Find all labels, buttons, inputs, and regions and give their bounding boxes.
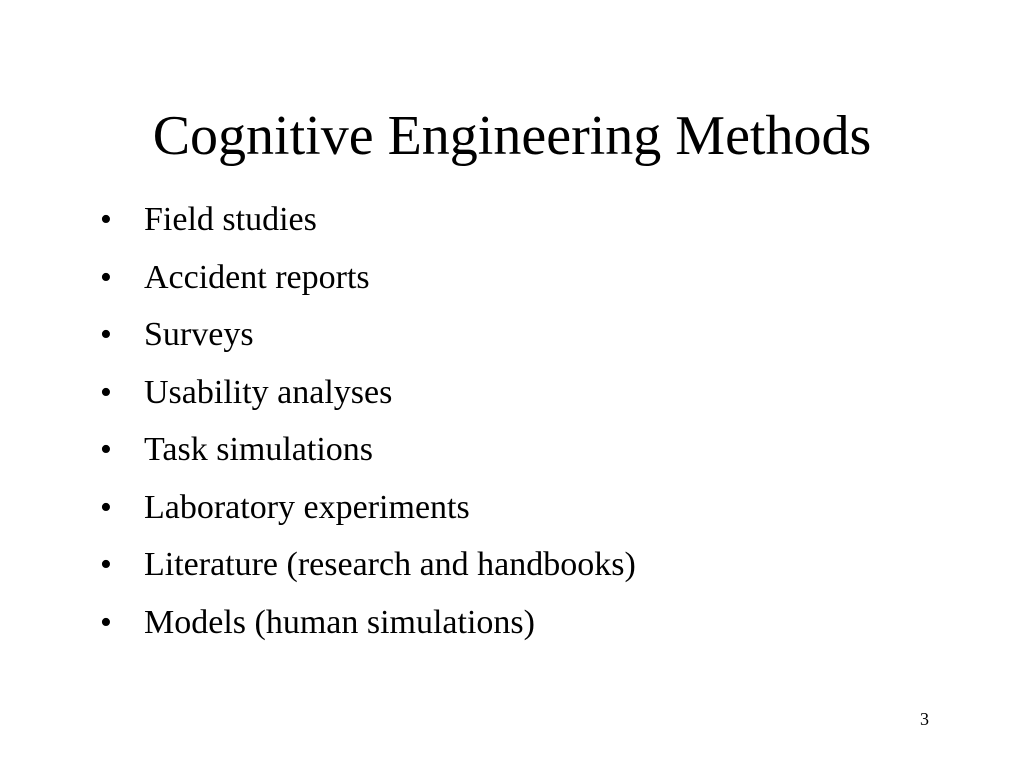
bullet-item-field-studies	[100, 191, 636, 249]
bullet-text: Laboratory experiments	[144, 488, 470, 526]
bullet-item-literature	[100, 536, 636, 594]
slide-title: Cognitive Engineering Methods	[152, 105, 872, 167]
bullet-item-laboratory-experiments	[100, 479, 636, 537]
bullet-text: Accident reports	[144, 258, 370, 296]
bullet-list	[100, 191, 636, 651]
bullet-text: Task simulations	[144, 431, 374, 468]
bullet-icon: •	[100, 373, 112, 411]
bullet-text: Surveys	[144, 316, 254, 353]
bullet-icon: •	[100, 258, 112, 296]
slide-number: 3	[920, 709, 929, 729]
bullet-item-models	[100, 594, 636, 652]
bullet-item-accident-reports	[100, 249, 636, 307]
bullet-item-task-simulations	[100, 421, 636, 479]
bullet-text: Models (human simulations)	[144, 603, 535, 641]
bullet-icon: •	[100, 546, 112, 583]
bullet-icon: •	[100, 603, 112, 641]
bullet-icon: •	[100, 431, 112, 468]
bullet-text: Literature (research and handbooks)	[144, 546, 636, 583]
bullet-item-surveys	[100, 306, 636, 364]
bullet-icon: •	[100, 316, 112, 353]
bullet-text: Usability analyses	[144, 373, 393, 411]
bullet-icon: •	[100, 488, 112, 526]
bullet-text: Field studies	[144, 201, 317, 238]
bullet-icon: •	[100, 201, 112, 238]
bullet-item-usability-analyses	[100, 364, 636, 422]
